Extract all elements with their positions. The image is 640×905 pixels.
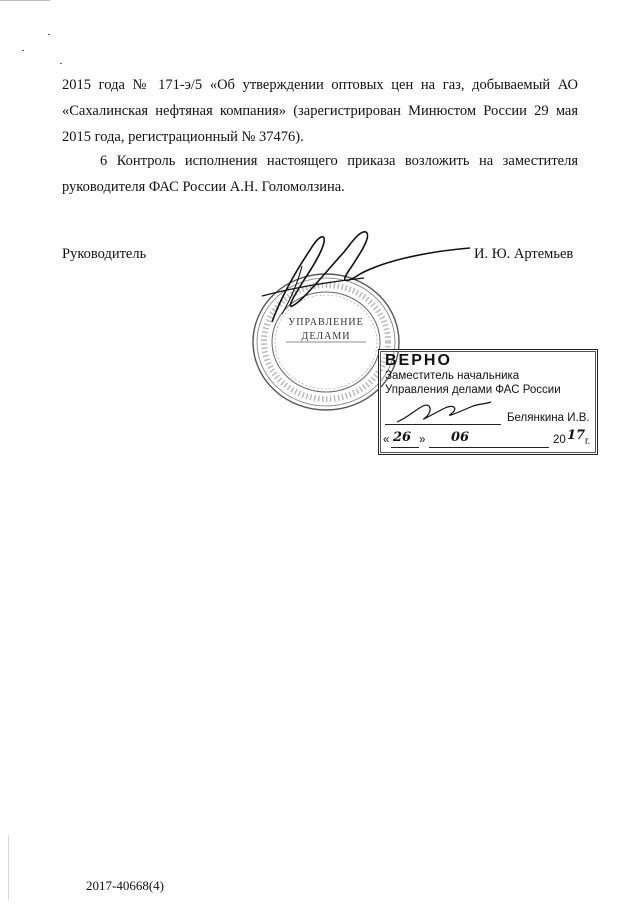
paragraph-2-text: 6 Контроль исполнения настоящего приказа возложить на заместителя руководителя ФАС России А.Н. Голомолзина. — [62, 153, 578, 195]
scan-margin-line — [8, 835, 9, 900]
top-scan-line — [0, 0, 50, 1]
scan-speck — [22, 50, 24, 51]
date-quote-open: « — [383, 434, 390, 446]
stamp-signature-line — [385, 424, 501, 425]
stamp-position-line-2: Управления делами ФАС России — [385, 384, 561, 396]
seal-text-line-1: УПРАВЛЕНИЕ — [288, 317, 364, 328]
scan-speck — [48, 34, 50, 35]
stamp-signer-name: Белянкина И.В. — [507, 412, 590, 424]
date-year-suffix: 17 — [567, 428, 586, 443]
handwritten-signature — [232, 222, 472, 332]
date-quote-close: » — [419, 434, 426, 446]
certification-stamp — [378, 349, 598, 455]
date-month-underline — [429, 447, 549, 448]
stamp-position-line-1: Заместитель начальника — [385, 370, 520, 382]
date-year-prefix: 20 — [553, 434, 566, 446]
paragraph-2 — [62, 148, 578, 200]
document-number: 2017-40668(4) — [86, 878, 164, 893]
date-day-underline — [391, 447, 419, 448]
date-year-label: г. — [585, 436, 591, 447]
date-day: 26 — [393, 430, 412, 445]
date-month: 06 — [451, 430, 470, 445]
signatory-position: Руководитель — [62, 246, 147, 262]
stamp-date — [383, 428, 593, 452]
signatory-name: И. Ю. Артемьев — [474, 246, 574, 262]
stamp-title: ВЕРНО — [385, 352, 452, 369]
paragraph-1: 2015 года № 171-э/5 «Об утверждении оптовых цен на газ, добываемый АО «Сахалинская нефтяная компания» (зарегистрирован Минюстом России 29 мая 2015 года, регистрационный № 37476). — [62, 77, 578, 145]
scan-speck — [60, 63, 62, 64]
seal-text-line-2: ДЕЛАМИ — [301, 331, 351, 342]
